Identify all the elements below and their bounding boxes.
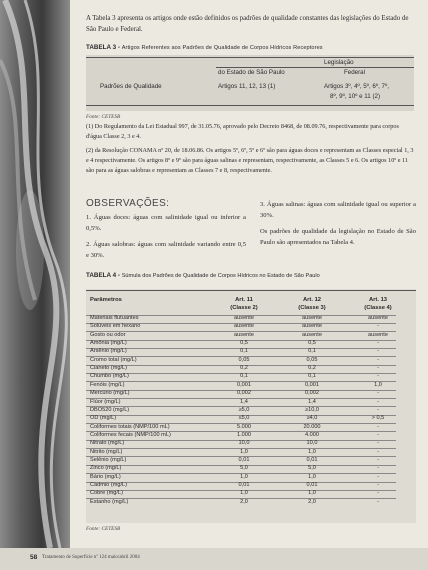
- table4-param-cell: Coliformes fecais (NMP/100 mL): [90, 431, 171, 438]
- table4-value-cell: ≥10,0: [305, 406, 319, 413]
- table4-caption: Súmula dos Padrões de Qualidade de Corpos Hídricos no Estado de São Paulo: [121, 273, 320, 279]
- table4-value-cell: ausente: [234, 331, 254, 338]
- table-row: [86, 482, 416, 489]
- table4-value-cell: -: [377, 373, 379, 380]
- table4-value-cell: > 0,5: [371, 415, 385, 422]
- table-row: [86, 348, 416, 355]
- table3-title: [86, 44, 416, 51]
- table-row: [86, 399, 416, 406]
- table4-header-art13-label: Art. 13: [368, 297, 388, 303]
- table4-value-cell: 1,0: [374, 381, 382, 388]
- table4-param-cell: Amônia (mg/L): [90, 340, 127, 347]
- table4-value-cell: -: [377, 398, 379, 405]
- table4-param-cell: Materiais flutuantes: [90, 315, 139, 321]
- table4-value-cell: 0,2: [308, 365, 316, 372]
- table3-col-federal: Federal: [344, 69, 365, 76]
- table-row: [86, 382, 416, 389]
- table4-value-cell: 0,5: [308, 340, 316, 347]
- table4-param-cell: Coliformes totais (NMP/100 mL): [90, 423, 170, 430]
- table4-param-cell: Estanho (mg/L): [90, 498, 129, 505]
- table4-value-cell: -: [377, 473, 379, 480]
- table4-param-cell: Gosto ou odor: [90, 331, 126, 338]
- table4-value-cell: 1,0: [240, 448, 248, 455]
- table4-value-cell: -: [377, 406, 379, 413]
- table4-value-cell: -: [377, 356, 379, 363]
- table4-value-cell: 0,002: [305, 390, 319, 397]
- table4-value-cell: 1,0: [240, 490, 248, 497]
- table4-value-cell: ≥5,0: [238, 406, 250, 413]
- table-row: [86, 415, 416, 422]
- table4-value-cell: 0,1: [308, 348, 316, 355]
- obs-closing-paragraph: Os padrões de qualidade da legislação no Estado de São Paulo são apresentados na Tabela 4.: [260, 228, 416, 246]
- table4-value-cell: 0,1: [240, 348, 248, 355]
- table4-value-cell: 0,2: [240, 365, 248, 372]
- table4-value-cell: 0,01: [306, 482, 318, 488]
- table4-param-cell: Fenóis (mg/L): [90, 381, 125, 388]
- footer-publication: Tratamento de Superfície nº 124 maio/abril 2004: [42, 555, 140, 560]
- table4-param-cell: Flúor (mg/L): [90, 398, 121, 405]
- table4-value-cell: ausente: [302, 331, 322, 338]
- table4-header-art12-class: (Classe 3): [298, 304, 326, 311]
- table4-value-cell: 2,0: [240, 498, 248, 505]
- table4-value-cell: 5,0: [308, 465, 316, 472]
- observacoes-left-column: [86, 213, 246, 261]
- table4-param-cell: Selênio (mg/L): [90, 456, 127, 463]
- table-row: [86, 424, 416, 431]
- table4-value-cell: 0,01: [306, 456, 318, 463]
- table4-value-cell: -: [377, 348, 379, 355]
- table-row: [86, 373, 416, 380]
- table4-title: [86, 272, 416, 279]
- table3-bottom-rule: [86, 105, 414, 106]
- table3-legislacao: Legislação: [324, 59, 354, 66]
- table4-value-cell: -: [377, 498, 379, 505]
- table4-header-art12-label: Art. 12: [302, 297, 322, 303]
- table-row: [86, 449, 416, 456]
- obs-item-1: 1. Águas doces: águas com salinidade igual ou inferior a 0,5%.: [86, 214, 246, 232]
- observacoes-title: OBSERVAÇÕES:: [86, 198, 170, 209]
- table3-col-estado: do Estado de São Paulo: [218, 69, 285, 76]
- observacoes-right-column: [260, 200, 416, 248]
- table4-value-cell: 0,5: [240, 340, 248, 347]
- table4-value-cell: 1,0: [308, 448, 316, 455]
- table4-param-cell: Solúveis em hexano: [90, 323, 141, 330]
- table4-value-cell: -: [377, 456, 379, 463]
- table4-value-cell: 0,1: [308, 373, 316, 380]
- table4-value-cell: 1,0: [308, 473, 316, 480]
- table-row: [86, 432, 416, 439]
- table4-param-cell: Cianeto (mg/L): [90, 365, 127, 372]
- table4-value-cell: ausente: [368, 331, 388, 338]
- table4-param-cell: Nitrito (mg/L): [90, 448, 123, 455]
- table3-number: TABELA 3 -: [86, 44, 120, 51]
- table3: [86, 55, 414, 111]
- table4-value-cell: 0,1: [240, 373, 248, 380]
- table-row: [86, 490, 416, 497]
- table-row: [86, 390, 416, 397]
- table4-param-cell: DBO520 (mg/L): [90, 406, 130, 413]
- table4-param-cell: Cádmio (mg/L): [90, 482, 127, 488]
- table4-value-cell: ausente: [234, 315, 254, 321]
- notes: [86, 122, 414, 180]
- note-1: (1) Do Regulamento da Lei Estadual 997, de 31.05.76, aprovado pelo Decreto 8468, de 08.09.76, respectivamente para corpos d'água Classe 2, 3 e 4.: [86, 123, 399, 140]
- table4-value-cell: 2,0: [308, 498, 316, 505]
- table4-value-cell: -: [377, 323, 379, 330]
- table4-value-cell: -: [377, 448, 379, 455]
- table4-number: TABELA 4 -: [86, 272, 120, 279]
- table4-param-cell: Bário (mg/L): [90, 473, 121, 480]
- table4-value-cell: 0,001: [237, 381, 251, 388]
- table4-value-cell: 1,0: [240, 473, 248, 480]
- table4-value-cell: 0,05: [306, 356, 318, 363]
- table-row: [86, 340, 416, 347]
- table3-row-label: Padrões de Qualidade: [100, 83, 162, 90]
- table4-header-art11-label: Art. 11: [235, 297, 253, 303]
- table4-value-cell: 4.000: [305, 431, 319, 438]
- table4-value-cell: ausente: [368, 315, 388, 321]
- table4-value-cell: ausente: [302, 315, 322, 321]
- table4-param-cell: Arsênio (mg/L): [90, 348, 127, 355]
- table4-param-cell: Cromo total (mg/L): [90, 356, 137, 363]
- table4-header-art11: [218, 297, 270, 312]
- table4-header-art11-class: (Classe 2): [230, 304, 258, 311]
- table4-value-cell: 0,01: [238, 482, 250, 488]
- table4-value-cell: -: [377, 490, 379, 497]
- table4-value-cell: 0,05: [238, 356, 250, 363]
- table4-value-cell: 0,01: [238, 456, 250, 463]
- table4-value-cell: 0,001: [305, 381, 319, 388]
- table-row: [86, 407, 416, 414]
- table-row: [86, 474, 416, 481]
- table3-caption: Artigos Referentes aos Padrões de Qualidade de Corpos Hídricos Receptores: [121, 45, 323, 51]
- table-row: [86, 457, 416, 464]
- table3-source: Fonte: CETESB: [86, 114, 121, 120]
- table4-value-cell: 10,0: [238, 440, 250, 447]
- table4-value-cell: -: [377, 340, 379, 347]
- table4-param-cell: Nitrato (mg/L): [90, 440, 125, 447]
- obs-item-2: 2. Águas salobras: águas com salinidade variando entre 0,5 e 30%.: [86, 241, 246, 259]
- table4-param-cell: Mercúrio (mg/L): [90, 390, 130, 397]
- table3-val-federal-1: Artigos 3º, 4º, 5º, 6º, 7º,: [324, 83, 389, 90]
- page-footer: [0, 548, 428, 570]
- table4-value-cell: -: [377, 440, 379, 447]
- water-swirl-image: [0, 0, 70, 548]
- table4-value-cell: ≥4,0: [306, 415, 318, 422]
- table4-header-art13: [352, 297, 404, 312]
- table4-value-cell: 10,0: [306, 440, 318, 447]
- table-row: [86, 499, 416, 506]
- table4-value-cell: ≤5,0: [238, 415, 250, 422]
- table3-top-rule: [86, 57, 414, 58]
- table4-value-cell: 1.000: [237, 431, 251, 438]
- obs-item-3: 3. Águas salinas: águas com salinidade igual ou superior a 30%.: [260, 201, 416, 219]
- table-row: [86, 357, 416, 364]
- table4-header-art13-class: (Classe 4): [364, 304, 392, 311]
- table4-value-cell: 0,002: [237, 390, 251, 397]
- intro-paragraph: A Tabela 3 apresenta os artigos onde estão definidos os padrões de qualidade constantes das legislações do Estado de São Paulo e Federal.: [86, 15, 409, 33]
- table4-value-cell: -: [377, 423, 379, 430]
- table4-value-cell: -: [377, 431, 379, 438]
- table4-value-cell: 1,4: [240, 398, 248, 405]
- table-row: [86, 323, 416, 330]
- note-2: (2) da Resolução CONAMA nº 20, de 18.06.86. Os artigos 5º, 6º, 5º e 6º são para águas doces e representam as Classes especial 1, 3 e 4 respectivamente. Os artigos 8º e 9º são para águas salinas e representam, respectivamente, as Classes 5 e 6. Os artigos 10º e 11 são para as águas salobras e representam as Classes 7 e 8, respectivamente.: [86, 147, 414, 174]
- table-row: [86, 365, 416, 372]
- table4-value-cell: -: [377, 365, 379, 372]
- table4-header-parametros: Parâmetros: [90, 297, 122, 303]
- table-row: [86, 315, 416, 322]
- table4-param-cell: Zinco (mg/L): [90, 465, 122, 472]
- table-row: [86, 440, 416, 447]
- table4-value-cell: 1,4: [308, 398, 316, 405]
- table-row: [86, 465, 416, 472]
- table4-value-cell: ausente: [302, 323, 322, 330]
- table-row: [86, 332, 416, 339]
- table4-value-cell: -: [377, 465, 379, 472]
- table4-value-cell: 5.000: [237, 423, 251, 430]
- table4-source: Fonte: CETESB: [86, 526, 121, 532]
- page-number: 58: [30, 554, 38, 561]
- table4-value-cell: 1,0: [308, 490, 316, 497]
- table4-value-cell: 5,0: [240, 465, 248, 472]
- table4: [86, 289, 416, 523]
- table4-param-cell: Cobre (mg/L): [90, 490, 123, 497]
- table4-value-cell: ausente: [234, 323, 254, 330]
- table4-top-rule: [86, 290, 416, 291]
- table4-param-cell: Chumbo (mg/L): [90, 373, 129, 380]
- table4-header-art12: [286, 297, 338, 312]
- table4-value-cell: 20.000: [303, 423, 321, 430]
- table3-val-estado: Artigos 11, 12, 13 (1): [218, 83, 276, 90]
- table4-param-cell: OD (mg/L): [90, 415, 117, 422]
- table3-val-federal-2: 8º, 9º, 10º e 11 (2): [330, 93, 381, 100]
- table4-value-cell: -: [377, 390, 379, 397]
- table4-value-cell: -: [377, 482, 379, 488]
